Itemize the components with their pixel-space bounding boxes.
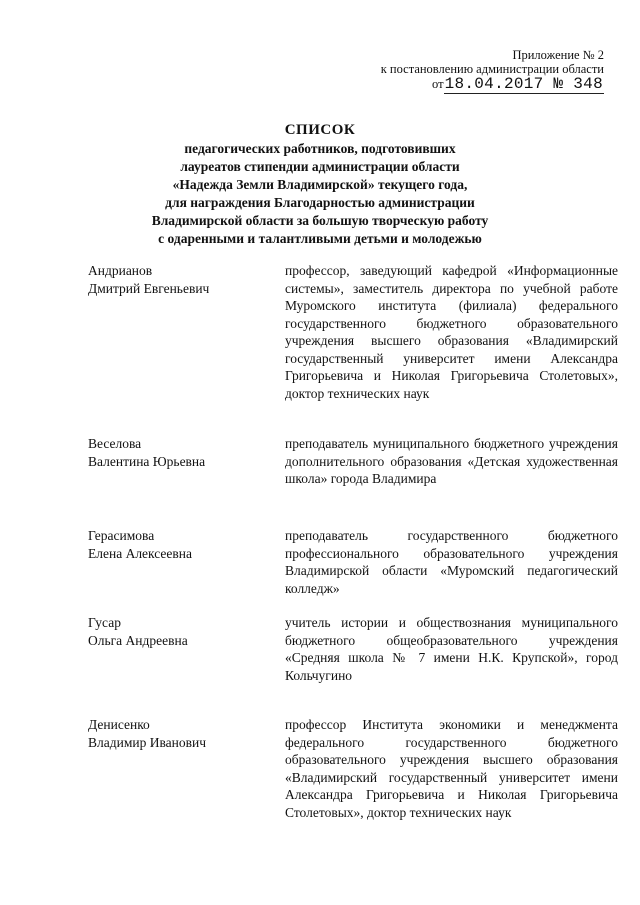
given-names: Ольга Андреевна (88, 632, 188, 648)
position-description: преподаватель государственного бюджетного профессионального образовательного учреждения Владимирской области «Муромский педагогический колледж» (285, 528, 618, 596)
position-description: профессор, заведующий кафедрой «Информационные системы», заместитель директора по учебной работе Муромского института (филиала) федерального государственного бюджетного образовательного учреждения высшего образования «Владимирский государственный университет имени Александра Григорьевича и Николая Григорьевича Столетовых», доктор технических наук (285, 263, 618, 401)
appendix-number: Приложение № 2 (512, 48, 604, 62)
surname: Гусар (88, 615, 121, 630)
person-name (88, 262, 268, 297)
appendix-header (381, 48, 604, 91)
surname: Веселова (88, 436, 142, 451)
title-line: лауреатов стипендии администрации области (180, 159, 460, 174)
given-names: Елена Алексеевна (88, 545, 192, 561)
title-line: «Надежда Земли Владимирской» текущего года, (172, 177, 468, 192)
document-title (0, 120, 640, 248)
title-line: педагогических работников, подготовивших (184, 141, 456, 156)
surname: Андрианов (88, 263, 153, 278)
surname: Денисенко (88, 717, 150, 732)
title-main: СПИСОК (284, 122, 356, 138)
given-names: Дмитрий Евгеньевич (88, 280, 210, 296)
position-description: профессор Института экономики и менеджмента федерального государственного бюджетного образовательного учреждения высшего образования «Владимирский государственный университет имени Александра Григорьевича и Николая Григорьевича Столетовых», доктор технических наук (285, 717, 618, 820)
date-stamp: 18.04.2017 № 348 (444, 75, 603, 93)
appendix-resolution: к постановлению администрации области (380, 62, 604, 76)
person-name (88, 614, 268, 649)
title-line: с одаренными и талантливыми детьми и молодежью (158, 231, 482, 246)
given-names: Валентина Юрьевна (88, 453, 206, 469)
approval-date-line (381, 77, 604, 91)
given-names: Владимир Иванович (88, 734, 207, 750)
person-name (88, 527, 268, 562)
date-prefix: от (432, 77, 444, 91)
person-name (88, 435, 268, 470)
person-name (88, 716, 268, 751)
title-line: для награждения Благодарностью администрации (165, 195, 475, 210)
title-line: Владимирской области за большую творческую работу (151, 213, 489, 228)
surname: Герасимова (88, 528, 155, 543)
position-description: учитель истории и обществознания муниципального бюджетного общеобразовательного учреждения «Средняя школа № 7 имени Н.К. Крупской», город Кольчугино (285, 615, 618, 683)
position-description: преподаватель муниципального бюджетного учреждения дополнительного образования «Детская художественная школа» города Владимира (285, 436, 618, 486)
